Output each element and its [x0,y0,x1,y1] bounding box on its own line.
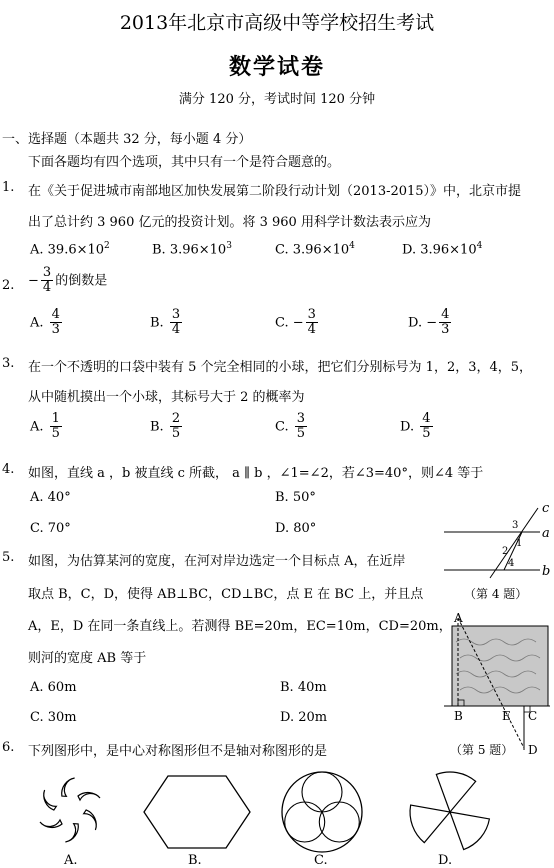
figure-d-fan [398,763,490,853]
q1-option-c: C. $3.96\times 10^4$ [275,241,355,258]
angle-2-label: 2 [502,546,509,557]
section-heading: 一、选择题（本题共 32 分，每小题 4 分） [2,132,252,147]
q1-option-b: B. $3.96\times 10^3$ [152,241,232,258]
section-instruction: 下面各题均有四个选项，其中只有一个是符合题意的。 [28,155,341,170]
q4-figure [440,500,554,608]
exam-meta: 满分 120 分，考试时间 120 分钟 [178,92,376,107]
figure-b-hexagon [144,776,250,848]
q4-number: 4. [2,462,15,477]
q5-option-c: C. 30m [30,710,77,725]
label-E: E [502,709,511,723]
q4-option-d: D. 80° [275,521,317,536]
label-A: A [454,612,463,625]
q6-figures [0,762,554,868]
q1-option-d: D. $3.96\times 10^4$ [402,241,483,258]
figure-a-pinwheel [40,775,100,844]
q4-option-a: A. 40° [30,490,71,505]
q6-stem: 下列图形中，是中心对称图形但不是轴对称图形的是 [28,744,328,759]
q4-option-b: B. 50° [275,490,316,505]
q3-number: 3. [2,356,15,371]
figure-c-circle-petals [282,772,362,852]
figure-d-label: D. [438,853,453,868]
figure-c-label: C. [314,853,328,868]
q4-option-c: C. 70° [30,521,71,536]
river-area [452,626,548,706]
label-b: b [542,564,551,579]
q5-option-a: A. 60m [30,680,77,695]
q2-number: 2. [2,278,15,293]
q4-stem: 如图，直线 a ，b 被直线 c 所截， a ∥ b ，∠1=∠2，若∠3=40°，则∠4 等于 [28,466,484,481]
q3-option-b: B. $\frac{2}{5}$ [150,411,181,442]
q5-line4: 则河的宽度 AB 等于 [28,651,147,666]
figure-b-label: B. [188,853,202,868]
q5-line3: A，E，D 在同一条直线上。若测得 BE=20m，EC=10m，CD=20m， [28,619,452,634]
label-C: C [528,709,538,723]
q3-line1: 在一个不透明的口袋中装有 5 个完全相同的小球，把它们分别标号为 1，2，3，4，5， [28,360,533,375]
q1-line1: 在《关于促进城市南部地区加快发展第二阶段行动计划（2013-2015）》中，北京市提 [28,184,522,199]
q5-line2: 取点 B，C，D，使得 AB⊥BC，CD⊥BC，点 E 在 BC 上，并且点 [28,587,424,602]
q1-number: 1. [2,180,15,195]
q2-option-b: B. $\frac{3}{4}$ [150,307,181,338]
q5-figure [440,612,554,762]
q2-option-c: C. − $\frac{3}{4}$ [275,307,316,338]
q4-figure-caption: （第 4 题） [464,587,528,601]
paper-title: 数学试卷 [228,54,325,80]
q5-number: 5. [2,550,15,565]
label-c: c [542,501,550,516]
q5-line1: 如图，为估算某河的宽度，在河对岸边选定一个目标点 A，在近岸 [28,554,406,569]
q1-option-a: A. $39.6\times 10^2$ [30,241,110,258]
q5-option-b: B. 40m [280,680,327,695]
angle-4-label: 4 [508,558,515,569]
q3-option-c: C. $\frac{3}{5}$ [275,411,306,442]
exam-title: 2013年北京市高级中等学校招生考试 [119,12,435,34]
q3-option-d: D. $\frac{4}{5}$ [400,411,431,442]
q3-option-a: A. $\frac{1}{5}$ [30,411,60,442]
q2-option-d: D. − $\frac{4}{3}$ [408,307,450,338]
q6-number: 6. [2,740,15,755]
q2-stem: − $\frac{3}{4}$ 的倒数是 [28,265,108,296]
angle-1-label: 1 [516,538,523,549]
q3-line2: 从中随机摸出一个小球，其标号大于 2 的概率为 [28,390,305,405]
label-D: D [528,743,538,757]
label-a: a [542,526,550,541]
figure-a-label: A. [64,853,78,868]
q5-option-d: D. 20m [280,710,328,725]
angle-3-label: 3 [512,520,519,531]
q2-option-a: A. $\frac{4}{3}$ [30,307,60,338]
q5-figure-caption: （第 5 题） [450,743,514,757]
label-B: B [454,709,463,723]
q1-line2: 出了总计约 3 960 亿元的投资计划。将 3 960 用科学计数法表示应为 [28,215,431,230]
